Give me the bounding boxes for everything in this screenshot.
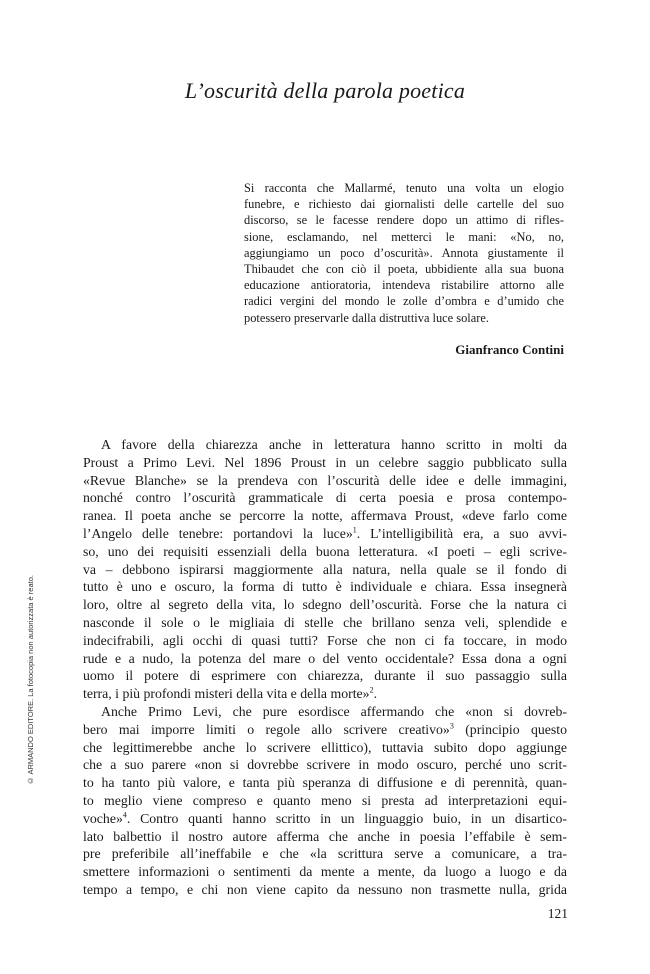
body-line-text: pre preferibile all’ineffabile e che «la scrittura serve a comunicare, a tra- — [83, 846, 567, 862]
epigraph-line: discorso, se le facesse rendere dopo un attimo di rifles- — [244, 213, 564, 228]
epigraph-line: funebre, e richiesto dai giornalisti delle cartelle del suo — [244, 197, 564, 212]
body-line-text: va – debbono ispirarsi maggiormente alla natura, nella quale se il fondo di — [83, 561, 567, 577]
body-line — [83, 739, 567, 757]
body-line — [83, 543, 567, 561]
body-line-text: nasconde il sole o le migliaia di stelle che brillano senza veli, splendide e — [83, 614, 567, 630]
epigraph-line: educazione antioratoria, intendeva ristabilire attorno alle — [244, 278, 564, 293]
body-line-text: Proust a Primo Levi. Nel 1896 Proust in un celebre saggio pubblicato sulla — [83, 454, 567, 470]
body-line — [83, 596, 567, 614]
page-number: 121 — [547, 906, 568, 921]
body-line — [83, 828, 567, 846]
body-line — [83, 810, 567, 828]
body-line — [83, 507, 567, 525]
body-line-text: indecifrabili, agli occhi di quasi tutti? Forse che non ci fa toccare, in modo — [83, 632, 567, 648]
body-line — [83, 756, 567, 774]
body-line — [83, 561, 567, 579]
body-text — [83, 436, 567, 899]
body-line — [83, 667, 567, 685]
body-line — [83, 703, 567, 721]
body-line — [83, 685, 567, 703]
body-line-text: che legittimerebbe anche lo scrivere ellittico), tuttavia subito dopo aggiunge — [83, 739, 567, 755]
footnote-ref: 3 — [449, 721, 454, 731]
body-line-text: voche» — [83, 810, 123, 826]
epigraph-line: Thibaudet che con ciò il poeta, ubbidiente alla sua buona — [244, 262, 564, 277]
body-line-text: loro, oltre al segreto della vita, lo sdegno dell’oscurità. Forse che la natura ci — [83, 597, 567, 613]
footnote-ref: 1 — [352, 525, 357, 535]
body-line-text: ranea. Il poeta anche se percorre la notte, affermava Proust, «deve farlo come — [83, 508, 567, 524]
body-line-text: tempo a tempo, e chi non viene capito da nessuno non trasmette nulla, grida — [83, 881, 567, 897]
body-line-text: Anche Primo Levi, che pure esordisce affermando che «non si dovreb- — [101, 703, 567, 719]
copyright-note: © ARMANDO EDITORE. La fotocopia non autorizzata è reato. — [26, 575, 35, 786]
body-line-text: uomo il potere di esprimere con chiarezza, durante il suo passaggio sulla — [83, 668, 567, 684]
body-line — [83, 525, 567, 543]
body-line — [83, 881, 567, 899]
body-line — [83, 792, 567, 810]
body-line-text: terra, i più profondi misteri della vita e della morte» — [83, 686, 370, 702]
body-line-text: rude e a nudo, la potenza del mare o del vento occidentale? Essa dona a ogni — [83, 650, 567, 666]
body-line-text: . Contro quanti hanno scritto in un linguaggio buio, in un disartico- — [126, 810, 567, 826]
body-line — [83, 632, 567, 650]
body-line — [83, 650, 567, 668]
epigraph-line: sione, esclamando, nel metterci le mani: «No, no, — [244, 229, 564, 244]
footnote-ref: 4 — [122, 810, 127, 820]
body-line-text: nonché contro l’oscurità grammaticale di certa poesia e prosa contempo- — [83, 490, 567, 506]
body-line-text: (principio questo — [453, 721, 568, 737]
body-line — [83, 578, 567, 596]
body-line — [83, 863, 567, 881]
body-line-text: . — [373, 686, 378, 702]
body-line — [83, 721, 567, 739]
epigraph — [244, 180, 564, 326]
body-line-text: smettere informazioni o sentimenti da mente a mente, da luogo a luogo e da — [83, 864, 567, 880]
body-line-text: to ha tanto più valore, e tanta più speranza di diffusione e di perennità, quan- — [83, 775, 567, 791]
body-line-text: bero mai imporre limiti o regole allo scrivere creativo» — [83, 721, 450, 737]
body-line — [83, 472, 567, 490]
body-line-text: tutto è uno e oscuro, la forma di tutto è individuale e chiara. Essa insegnerà — [83, 579, 567, 595]
footnote-ref: 2 — [369, 685, 374, 695]
body-line-text: A favore della chiarezza anche in letteratura hanno scritto in molti da — [101, 437, 567, 452]
body-line-text: lato balbettio il nostro autore afferma che anche in poesia l’effabile è sem- — [83, 828, 567, 844]
body-line-text: «Revue Blanche» se la prendeva con l’oscurità delle idee e delle immagini, — [83, 472, 567, 488]
body-line — [83, 845, 567, 863]
body-line — [83, 614, 567, 632]
epigraph-line: potessero preservarle dalla distruttiva luce solare. — [244, 310, 489, 325]
epigraph-line: Si racconta che Mallarmé, tenuto una volta un elogio — [244, 181, 564, 195]
body-line-text: che a suo parere «non si dovrebbe scrivere in modo oscuro, perché uno scrit- — [83, 757, 567, 773]
body-line-text: . L’intelligibilità era, a suo avvi- — [356, 525, 567, 541]
body-line-text: so, uno dei requisiti essenziali della buona letteratura. «I poeti – egli scrive- — [83, 543, 567, 559]
epigraph-line: radici vergini del mondo le zolle d’ombra e d’umido che — [244, 294, 564, 309]
body-line — [83, 454, 567, 472]
body-line — [83, 436, 567, 454]
body-line-text: l’Angelo delle tenebre: portandovi la luce» — [83, 525, 353, 541]
epigraph-author: Gianfranco Contini — [455, 342, 564, 357]
body-line — [83, 774, 567, 792]
epigraph-line: aggiungiamo un poco d’oscurità». Annota giustamente il — [244, 245, 564, 260]
body-line-text: to meglio viene compreso e quanto meno si presta ad interpretazioni equi- — [83, 792, 567, 808]
chapter-title: L’oscurità della parola poetica — [184, 78, 466, 103]
body-line — [83, 489, 567, 507]
